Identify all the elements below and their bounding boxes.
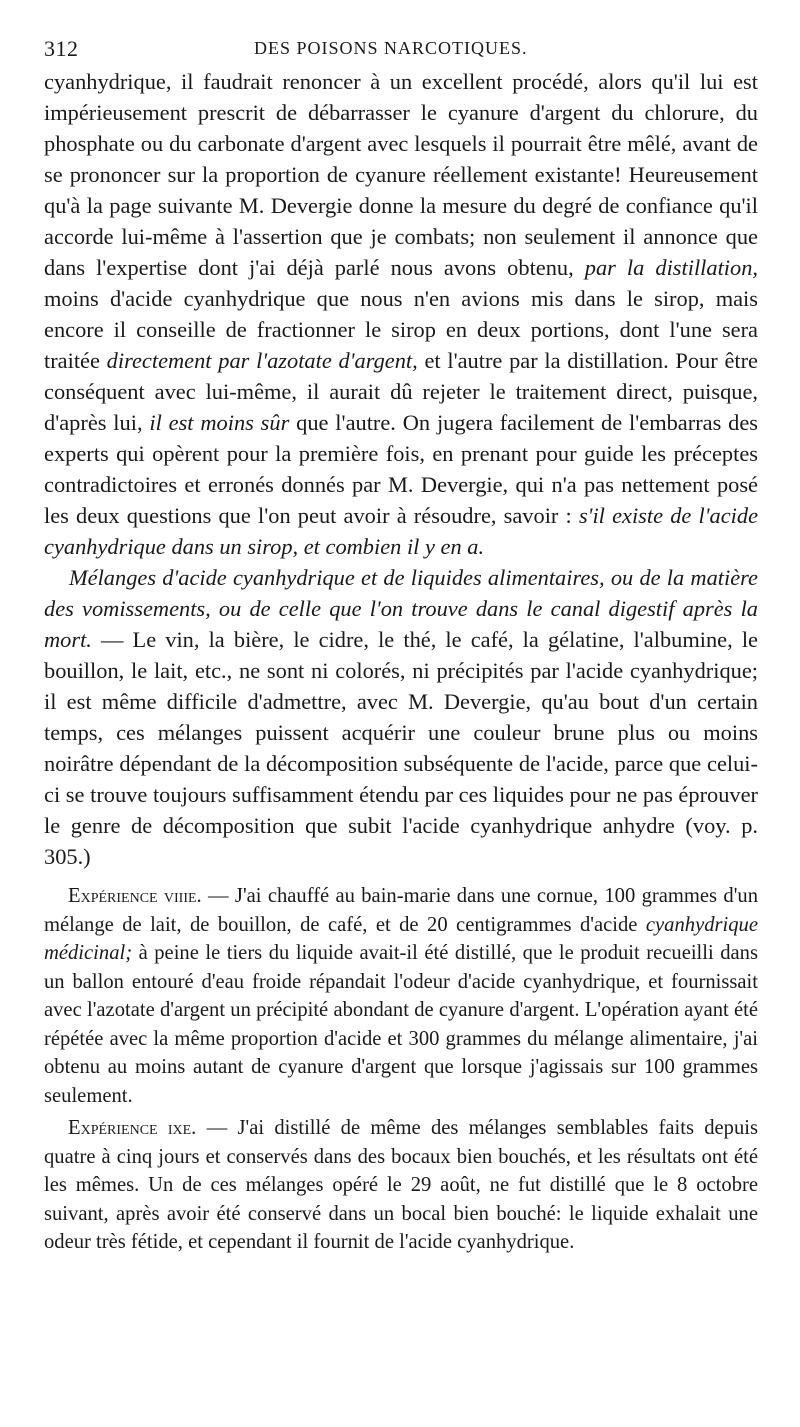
main-text (44, 66, 758, 872)
text-run: moins d'acide cyanhydrique que nous n'en avions mis dans le sirop, mais encore il conseille de fractionner le sirop en deux portions, dont l'une sera traitée (44, 286, 758, 373)
italic-run: par la distillation, (584, 255, 759, 280)
text-run: que l'autre. On jugera facilement de l'embarras des experts qui opèrent pour la première fois, en prenant pour guide les préceptes contradictoires et erronés donnés par M. Devergie, qui n'a pas nettement posé les deux questions que l'on peut avoir à résoudre, savoir : (44, 410, 758, 528)
italic-run: il est moins sûr (149, 410, 290, 435)
text-run: — Le vin, la bière, le cidre, le thé, le café, la gélatine, l'albumine, le bouillon, le lait, etc., ne sont ni colorés, ni précipités par l'acide cyanhydrique; il est même difficile d'admettre, avec M. Devergie, qu'au bout d'un certain temps, ces mélanges puissent acquérir une couleur brune plus ou moins noirâtre dépendant de la décomposition subséquente de l'acide, parce que celui-ci se trouve toujours suffisamment étendu par ces liquides pour ne pas éprouver le genre de décomposition que subit l'acide cyanhydrique anhydre (voy. p. 305.) (44, 627, 758, 869)
page-number: 312 (44, 36, 79, 61)
text-run: et l'autre par la distillation. Pour être conséquent avec lui-même, il aurait dû rejeter le traitement direct, puisque, d'après lui, (44, 348, 758, 435)
text-run: — J'ai distillé de même des mélanges semblables faits depuis quatre à cinq jours et conservés dans des bocaux bien bouchés, et les résultats ont été les mêmes. Un de ces mélanges opéré le 29 août, ne fut distillé que le 8 octobre suivant, après avoir été conservé dans un bocal bien bouché: le liquide exhalait une odeur très fétide, et cependant il fournit de l'acide cyanhydrique. (44, 1117, 758, 1253)
italic-run: cyanhydrique médicinal; (44, 913, 758, 964)
running-title: DES POISONS NARCOTIQUES. (254, 38, 528, 58)
italic-run: directement par l'azotate d'argent, (106, 348, 418, 373)
running-head (44, 30, 758, 66)
experience-label: Expérience ixe. (68, 1117, 197, 1139)
section-heading-italic: Mélanges d'acide cyanhydrique et de liquides alimentaires, ou de la matière des vomissements, ou de celle que l'on trouve dans le canal digestif après la mort. (44, 565, 758, 652)
spacer (44, 872, 758, 882)
text-run: à peine le tiers du liquide avait-il été distillé, que le produit recueilli dans un ballon entouré d'eau froide répandait l'odeur d'acide cyanhydrique, et fournissait avec l'azotate d'argent un précipité abondant de cyanure d'argent. L'opération ayant été répétée avec la même proportion d'acide et 300 grammes du mélange alimentaire, j'ai obtenu au moins autant de cyanure d'argent que lorsque j'agissais sur 100 grammes seulement. (44, 942, 758, 1107)
italic-run: s'il existe de l'acide cyanhydrique dans un sirop, et combien il y en a. (44, 503, 759, 559)
experience-9 (44, 1114, 758, 1257)
experience-8 (44, 882, 758, 1110)
experience-label: Expérience viiie. (68, 885, 202, 907)
text-run: — J'ai chauffé au bain-marie dans une cornue, 100 grammes d'un mélange de lait, de bouillon, de café, et de 20 centigrammes d'acide (44, 885, 758, 936)
paragraph-melanges (44, 562, 758, 872)
experiments-text (44, 882, 758, 1257)
text-run: cyanhydrique, il faudrait renoncer à un excellent procédé, alors qu'il lui est impérieusement prescrit de débarrasser le cyanure d'argent du chlorure, du phosphate ou du carbonate d'argent avec lesquels il pourrait être mêlé, avant de se prononcer sur la proportion de cyanure réellement existante! Heureusement qu'à la page suivante M. Devergie donne la mesure du degré de confiance qu'il accorde lui-même à l'assertion que je combats; non seulement il annonce que dans l'expertise dont j'ai déjà parlé nous avons obtenu, (44, 69, 758, 280)
paragraph-continued (44, 66, 758, 562)
